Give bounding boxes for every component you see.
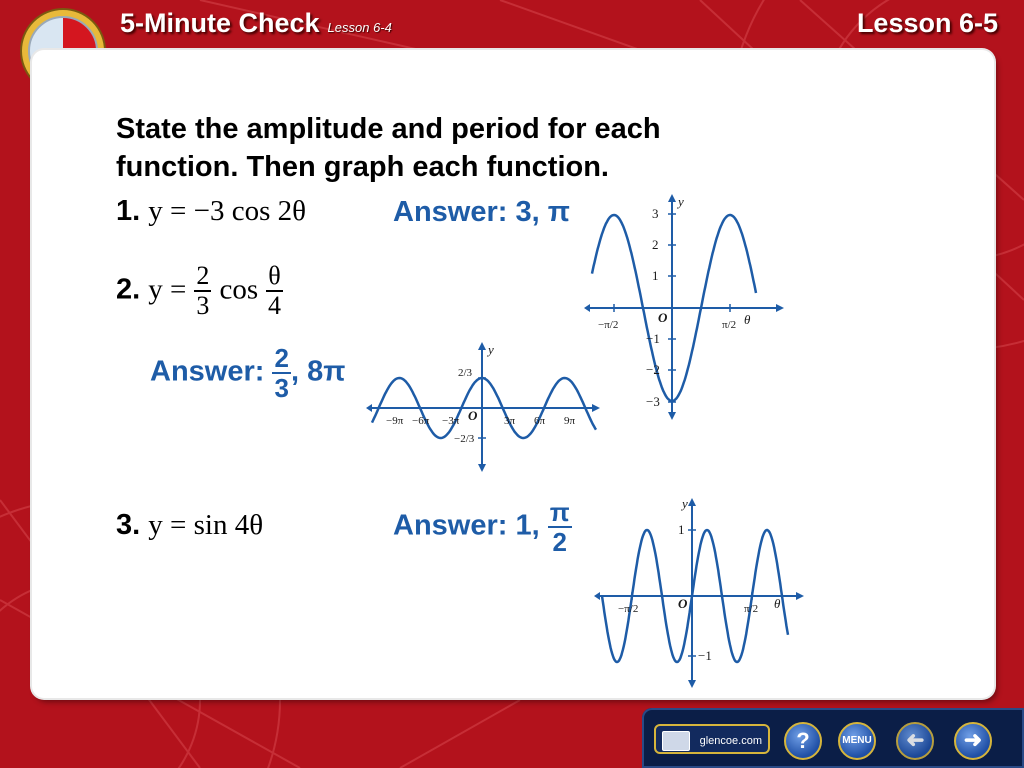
problem-2-arg-den: 4: [267, 291, 281, 320]
graph-1-x-arrow: [776, 304, 784, 312]
problem-3-answer: [393, 498, 572, 556]
problem-2-coef-num: 2: [196, 261, 210, 290]
graph-2-tick-label: 9π: [564, 415, 576, 427]
nav-bar: [642, 708, 1024, 768]
problem-1-answer-label: Answer:: [393, 196, 508, 228]
graph-2-tick-label: −9π: [386, 415, 404, 427]
graph-3-tick-label: −π/2: [618, 603, 639, 615]
graph-2-x-arrow-left: [366, 404, 372, 412]
header-title: [120, 8, 392, 39]
header-title-text: 5-Minute Check: [120, 8, 320, 38]
question-icon: ?: [796, 728, 810, 753]
problem-3-equation: y = sin 4θ: [148, 509, 264, 541]
problem-2-arg-num: θ: [268, 261, 281, 290]
problem-2-number: 2.: [116, 273, 141, 306]
problem-2: [116, 262, 283, 320]
graph-3-x-arrow: [796, 592, 804, 600]
problem-1-number: 1.: [116, 195, 141, 227]
computer-icon: [662, 731, 690, 751]
glencoe-link-button[interactable]: [654, 724, 770, 754]
problem-2-answer-fraction: [272, 344, 290, 402]
graph-1-tick-label: −2: [646, 362, 660, 377]
menu-button[interactable]: [838, 722, 876, 760]
problem-3-number: 3.: [116, 509, 141, 541]
problem-1: [116, 192, 306, 230]
menu-label: MENU: [842, 735, 872, 746]
graph-1-tick-label: −1: [646, 331, 660, 346]
problem-3: [116, 506, 263, 544]
graph-1-y-label: y: [678, 194, 684, 209]
graph-1-tick-label: −3: [646, 394, 660, 409]
graph-3-origin: O: [678, 596, 688, 611]
problem-3-answer-num: π: [549, 497, 570, 527]
graph-3-x-label: θ: [774, 596, 781, 611]
graph-1-x-label: θ: [744, 312, 751, 327]
graph-1: [584, 190, 784, 422]
graph-2-origin: O: [468, 408, 478, 423]
arrow-left-icon: ➜: [905, 727, 925, 752]
problem-2-answer: [150, 344, 345, 402]
graph-1-origin: O: [658, 310, 668, 325]
graph-1-x-arrow-left: [584, 304, 590, 312]
prompt-line-2: function. Then graph each function.: [116, 151, 609, 183]
help-button[interactable]: [784, 722, 822, 760]
header-subtitle: Lesson 6-4: [327, 20, 392, 35]
graph-1-tick-label: −π/2: [598, 319, 619, 331]
graph-3-y-arrow: [688, 498, 696, 506]
graph-2-tick-label: −6π: [412, 415, 430, 427]
graph-3-y-arrow-bottom: [688, 680, 696, 688]
graph-3-tick-label: π/2: [744, 603, 759, 615]
graph-2: [366, 340, 602, 474]
graph-1-y-arrow: [668, 194, 676, 202]
graph-2-y-arrow: [478, 342, 486, 350]
graph-2-y-arrow-bottom: [478, 464, 486, 472]
graph-2-x-arrow: [592, 404, 600, 412]
graph-3-tick-label: −1: [698, 648, 712, 663]
problem-2-coef-den: 3: [196, 291, 210, 320]
problem-2-answer-rest: , 8π: [290, 355, 346, 388]
problem-3-answer-value: 1,: [515, 509, 540, 542]
graph-2-tick-label: 2/3: [458, 367, 473, 379]
prompt-line-1: State the amplitude and period for each: [116, 113, 661, 145]
lesson-label: Lesson 6-5: [856, 8, 998, 38]
problem-2-answer-label: Answer:: [150, 355, 265, 388]
back-button[interactable]: [896, 722, 934, 760]
problem-3-answer-fraction: [548, 498, 572, 556]
graph-1-tick-label: 2: [652, 237, 659, 252]
graph-2-tick-label: −3π: [442, 415, 460, 427]
graph-2-tick-label: 6π: [534, 415, 546, 427]
problem-2-func: cos: [219, 273, 259, 306]
graph-2-tick-label: 3π: [504, 415, 516, 427]
graph-1-y-arrow-bottom: [668, 412, 676, 420]
problem-3-answer-den: 2: [552, 527, 567, 557]
problem-2-equation-prefix: y =: [148, 273, 187, 306]
problem-1-answer-value: 3, π: [515, 196, 570, 228]
problem-2-argument: [266, 262, 282, 320]
problem-1-equation: y = −3 cos 2θ: [148, 195, 307, 227]
problem-3-answer-label: Answer:: [393, 509, 508, 542]
graph-2-tick-label: −2/3: [454, 433, 475, 445]
problem-2-coefficient: [194, 262, 211, 320]
arrow-right-icon: ➜: [963, 727, 983, 752]
problem-2-answer-den: 3: [274, 373, 289, 403]
graph-3-x-arrow-left: [594, 592, 600, 600]
glencoe-link-label: glencoe.com: [699, 735, 762, 747]
graph-2-y-label: y: [488, 342, 494, 357]
graph-3-tick-label: 1: [678, 522, 685, 537]
graph-3-y-label: y: [682, 496, 688, 511]
graph-3: [594, 494, 806, 690]
forward-button[interactable]: [954, 722, 992, 760]
graph-1-tick-label: π/2: [722, 319, 737, 331]
problem-2-answer-num: 2: [274, 343, 289, 373]
graph-1-tick-label: 3: [652, 206, 659, 221]
problem-1-answer: [393, 196, 570, 229]
graph-1-tick-label: 1: [652, 268, 659, 283]
